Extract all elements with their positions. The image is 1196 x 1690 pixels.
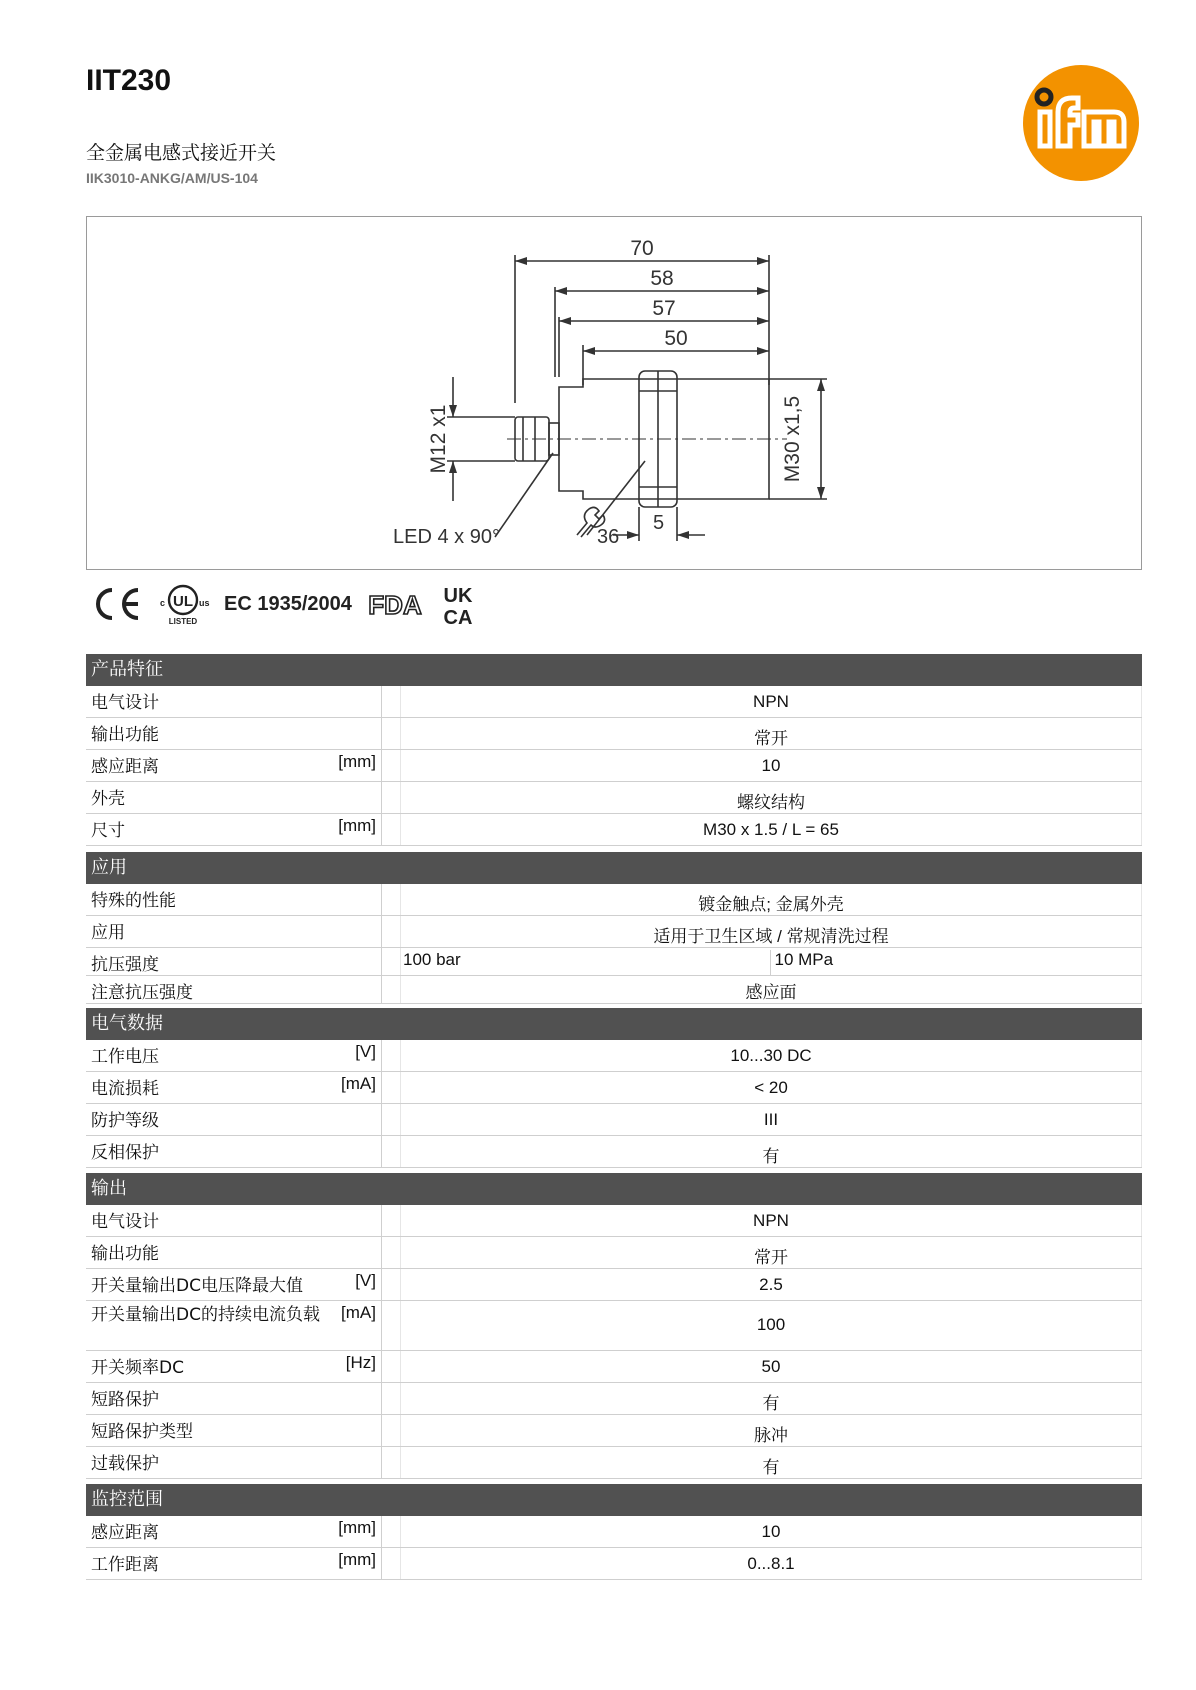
row-label: 电气设计 [91,693,159,713]
thread-m12-label: M12 x1 [427,404,450,474]
row-label: 工作电压 [91,1047,159,1067]
row-label: 输出功能 [91,725,159,745]
row-value: 脉冲 [400,1415,1142,1446]
table-row [86,884,1142,916]
row-label: 防护等级 [91,1111,159,1131]
product-title: IIT230 [86,64,172,97]
row-value: 适用于卫生区域 / 常规清洗过程 [400,916,1142,947]
spec-tables [86,654,1142,1580]
row-label: 应用 [91,923,125,943]
row-value: M30 x 1.5 / L = 65 [400,814,1142,845]
row-unit: [mA] [341,1074,376,1093]
ul-listed-mark-icon [156,582,210,626]
svg-text:c: c [160,598,166,608]
row-value: < 20 [400,1072,1142,1103]
row-value: 有 [400,1447,1142,1478]
table-row [86,1072,1142,1104]
row-value: III [400,1104,1142,1135]
row-value: NPN [400,1205,1142,1236]
section-header-monitoring: 监控范围 [86,1484,1142,1516]
row-label: 过载保护 [91,1454,159,1474]
row-label: 外壳 [91,789,125,809]
row-label: 抗压强度 [91,955,159,975]
row-unit: [V] [355,1271,376,1290]
section-header-electrical: 电气数据 [86,1008,1142,1040]
article-code: IIK3010-ANKG/AM/US-104 [86,170,258,186]
dim-58-label: 58 [650,267,674,290]
certification-marks [92,580,478,628]
table-row [86,782,1142,814]
section-header-features: 产品特征 [86,654,1142,686]
table-row [86,1040,1142,1072]
row-value: 10 [400,750,1142,781]
table-row [86,718,1142,750]
row-label: 感应距离 [91,757,159,777]
svg-text:LISTED: LISTED [168,617,198,626]
row-value: 100 [400,1301,1142,1350]
table-row [86,1548,1142,1580]
row-value: NPN [400,686,1142,717]
row-value: 常开 [400,1237,1142,1268]
dim-70-label: 70 [630,237,654,260]
wrench-size-label: 36 [597,526,620,548]
row-value: 螺纹结构 [400,782,1142,813]
dim-50-label: 50 [664,327,688,350]
row-label: 注意抗压强度 [91,983,193,1003]
table-row [86,1205,1142,1237]
svg-text:CA: CA [443,607,473,626]
row-value-bar: 100 bar [403,950,461,969]
table-row [86,750,1142,782]
row-label: 尺寸 [91,821,125,841]
dim-57-label: 57 [652,297,676,320]
table-row [86,1383,1142,1415]
table-row [86,1104,1142,1136]
row-label: 开关量输出DC电压降最大值 [91,1276,303,1296]
svg-text:UK: UK [443,585,473,607]
ifm-logo-icon [1022,64,1140,182]
table-row [86,686,1142,718]
row-value: 镀金触点; 金属外壳 [400,884,1142,915]
table-row [86,1351,1142,1383]
svg-text:UL: UL [173,593,193,610]
nut-thickness-label: 5 [653,512,665,534]
svg-text:us: us [199,598,210,608]
table-row [86,1415,1142,1447]
row-value: 有 [400,1383,1142,1414]
row-label: 感应距离 [91,1523,159,1543]
row-unit: [Hz] [345,1353,376,1372]
row-label: 开关频率DC [91,1358,184,1378]
table-row [86,976,1142,1004]
row-label: 短路保护 [91,1390,159,1410]
row-value: 10 [400,1516,1142,1547]
row-value: 常开 [400,718,1142,749]
thread-m30-label: M30 x1,5 [781,395,804,483]
row-label: 特殊的性能 [91,891,176,911]
row-unit: [mm] [338,1550,376,1569]
row-value: 10...30 DC [400,1040,1142,1071]
row-value: 0...8.1 [400,1548,1142,1579]
row-label: 电气设计 [91,1212,159,1232]
row-unit: [mm] [338,752,376,771]
svg-text:FDA: FDA [368,590,422,619]
ce-mark-icon [92,586,142,622]
row-label: 电流损耗 [91,1079,159,1099]
ec-1935-label: EC 1935/2004 [224,592,352,615]
table-row [86,1136,1142,1168]
table-row [86,814,1142,846]
table-row [86,1447,1142,1479]
fda-mark-icon [366,589,424,619]
table-row [86,1516,1142,1548]
table-row [86,916,1142,948]
row-value: 有 [400,1136,1142,1167]
led-label: LED 4 x 90° [393,526,500,548]
row-value: 50 [400,1351,1142,1382]
table-row [86,1237,1142,1269]
table-row [86,948,1142,976]
row-label: 短路保护类型 [91,1422,193,1442]
row-value: 感应面 [400,976,1142,1003]
row-label: 工作距离 [91,1555,159,1575]
row-label: 反相保护 [91,1143,159,1163]
row-unit: [mm] [338,1518,376,1537]
row-unit: [mA] [341,1303,376,1322]
row-unit: [mm] [338,816,376,835]
dimension-drawing [86,216,1142,570]
table-row [86,1269,1142,1301]
ukca-mark-icon [438,582,478,626]
row-label: 输出功能 [91,1244,159,1264]
table-row [86,1301,1142,1351]
row-unit: [V] [355,1042,376,1061]
row-value: 2.5 [400,1269,1142,1300]
product-subtitle: 全金属电感式接近开关 [86,142,277,164]
row-label: 开关量输出DC的持续电流负载 [91,1305,320,1325]
row-value-mpa: 10 MPa [770,950,1142,975]
section-header-output: 输出 [86,1173,1142,1205]
section-header-application: 应用 [86,852,1142,884]
